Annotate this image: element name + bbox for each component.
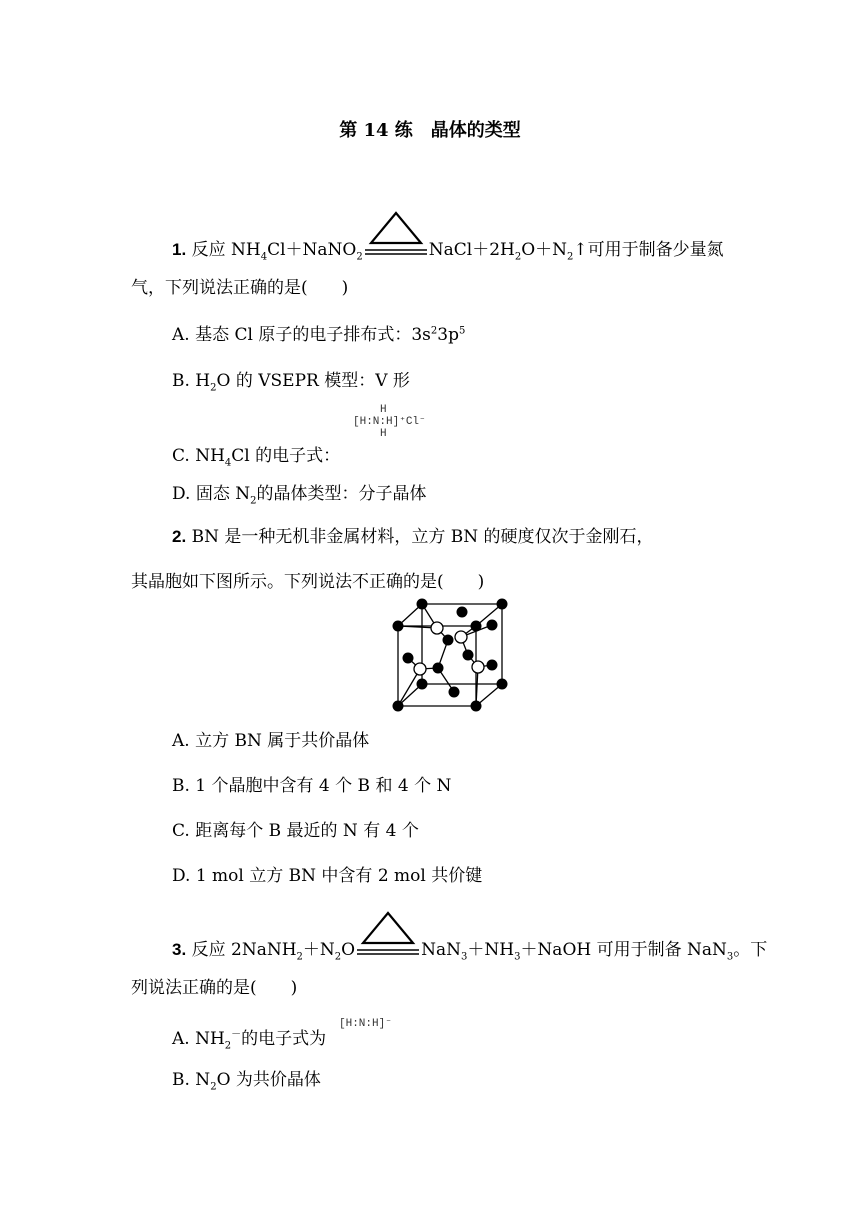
- question-3-option-a: A. $NH_2^-$的电子式为: [172, 1029, 327, 1052]
- question-2-option-d: D. 1 mol 立方 BN 中含有 2 mol 共价键: [172, 866, 483, 886]
- question-1-stem-line2: 气，下列说法正确的是( ): [131, 278, 349, 298]
- question-number: 2.: [172, 527, 187, 546]
- question-3-option-b: B. $N_2O$ 为共价晶体: [172, 1070, 321, 1093]
- question-3-stem: 3. 反应 $2NaNH_2+N_2O$ $NaN_3+NH_3+NaOH$ 可用于制备 NaN$_3$。下: [172, 933, 767, 960]
- heat-condition-symbol: [355, 933, 421, 959]
- heat-condition-symbol: [363, 233, 429, 259]
- page-title: 第 14 练 晶体的类型: [339, 120, 521, 141]
- bn-unit-cell-diagram: [388, 596, 512, 716]
- question-2-stem: 2. BN 是一种无机非金属材料，立方 BN 的硬度仅次于金刚石，: [172, 527, 654, 547]
- question-1-option-c: C. $NH_4Cl$ 的电子式：: [172, 446, 341, 469]
- question-1-option-a: A. 基态 Cl 原子的电子排布式：$3s^23p^5$: [172, 325, 466, 345]
- question-1-option-d: D. 固态 $N_2$的晶体类型：分子晶体: [172, 484, 427, 507]
- ammonium-chloride-lewis-structure: H [H:N:H]⁺Cl⁻ H: [353, 404, 426, 440]
- question-2-option-b: B. 1 个晶胞中含有 4 个 B 和 4 个 N: [172, 776, 452, 796]
- question-1-stem: 1. 反应 $NH_4Cl+NaNO_2$ $NaCl+2H_2O+N_2↑$可用于制备少量氮: [172, 233, 724, 260]
- question-number: 3.: [172, 940, 187, 959]
- question-2-option-a: A. 立方 BN 属于共价晶体: [172, 731, 370, 751]
- question-2-stem-line2: 其晶胞如下图所示。下列说法不正确的是( ): [131, 572, 485, 592]
- amide-ion-lewis-structure: [H:N:H]⁻: [339, 1018, 392, 1030]
- question-1-option-b: B. $H_2O$ 的 VSEPR 模型：V 形: [172, 371, 410, 394]
- question-3-stem-line2: 列说法正确的是( ): [131, 978, 298, 998]
- question-number: 1.: [172, 240, 187, 259]
- question-2-option-c: C. 距离每个 B 最近的 N 有 4 个: [172, 821, 419, 841]
